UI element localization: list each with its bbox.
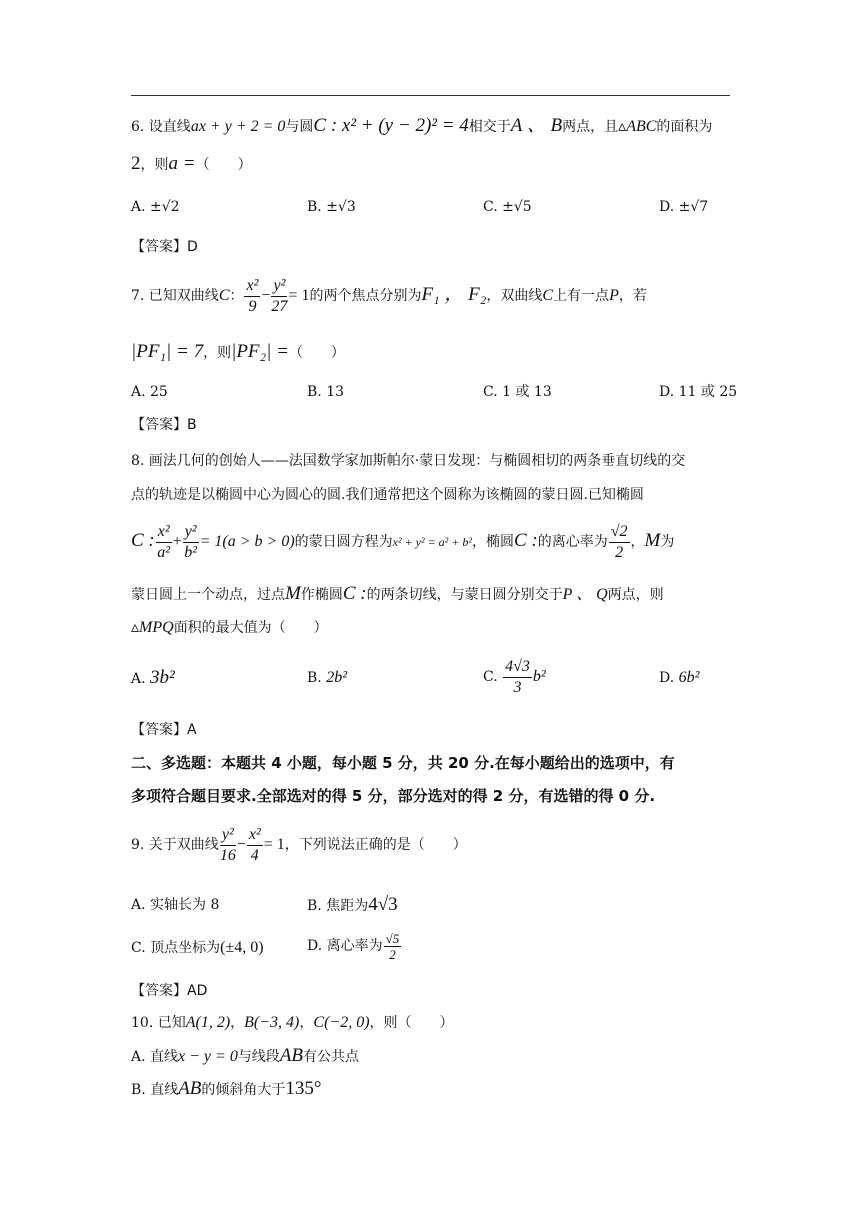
q8-option-b: B. 2b² xyxy=(307,669,347,686)
q8-monge-equation: x² + y² = a² + b² xyxy=(392,535,472,549)
q7-option-d: D. 11 或 25 xyxy=(659,384,738,400)
q8-line-5: ▵MPQ面积的最大值为（ ） xyxy=(131,619,328,636)
q8-line-3: C : $\frac{\text{x²}}{\text{a²}}$ + $\frac{\text{y²}}{\text{b²}}$ = 1(a > b > 0)的蒙日圆方程为x² + y² = a² + b²，椭圆C :的离心率为 $\frac{√2}{2}$ ，M为 xyxy=(131,522,675,561)
q8-line-1: 8. 画法几何的创始人——法国数学家加斯帕尔·蒙日发现：与椭圆相切的两条垂直切线的交 xyxy=(131,453,686,469)
section-2-heading-line-2: 多项符合题目要求.全部选对的得 5 分，部分选对的得 2 分，有选错的得 0 分. xyxy=(131,787,656,805)
q7-option-a: A. 25 xyxy=(131,384,168,400)
q6-answer: 【答案】D xyxy=(131,239,198,255)
q7-answer: 【答案】B xyxy=(131,417,197,433)
q7-option-b: B. 13 xyxy=(307,384,345,400)
q9-option-c: C. 顶点坐标为(±4, 0) xyxy=(131,939,264,956)
q6-option-d: D. ±√7 xyxy=(659,199,709,215)
q6-line-1: 6. 设直线ax + y + 2 = 0与圆C : x² + (y − 2)² = 4相交于A 、 B两点，且▵ABC的面积为 xyxy=(131,115,713,136)
q9-option-a: A. 实轴长为 8 xyxy=(131,897,220,913)
q8-line-2: 点的轨迹是以椭圆中心为圆心的圆.我们通常把这个圆称为该椭圆的蒙日圆.已知椭圆 xyxy=(131,487,644,503)
q6-line-2: 2，则a =（ ） xyxy=(131,153,252,174)
q8-option-a: A. 3b² xyxy=(131,667,175,688)
q7-line-1: 7. 已知双曲线C： $\frac{\text{x²}}{9}$ − $\frac{\text{y²}}{27}$ = 1的两个焦点分别为F₁ ， F₂，双曲线C上有一点P，若 xyxy=(131,276,647,315)
q7-line-2: |PF₁| = 7，则|PF₂| =（ ） xyxy=(131,341,345,362)
q6-option-a: A. ±√2 xyxy=(131,199,180,215)
q8-option-c: C. $\frac{4√3}{3}$ b² xyxy=(483,657,546,696)
q6-circle-equation: C : x² + (y − 2)² = 4 xyxy=(313,115,469,136)
q9-option-b: B. 焦距为4√3 xyxy=(307,894,398,915)
q9-line-1: 9. 关于双曲线 $\frac{\text{y²}}{16}$ − $\frac{\text{x²}}{4}$ = 1，下列说法正确的是（ ） xyxy=(131,825,467,864)
section-2-heading-line-1: 二、多选题：本题共 4 小题，每小题 5 分，共 20 分.在每小题给出的选项中，有 xyxy=(131,754,675,772)
q9-answer: 【答案】AD xyxy=(131,983,208,999)
q9-option-d: D. 离心率为 $\frac{√5}{2}$ xyxy=(307,930,400,962)
q6-option-b: B. ±√3 xyxy=(307,199,356,215)
q8-line-4: 蒙日圆上一个动点，过点M作椭圆C :的两条切线，与蒙日圆分别交于P 、 Q两点，则 xyxy=(131,583,664,604)
q10-option-a: A. 直线x − y = 0与线段AB有公共点 xyxy=(131,1045,360,1066)
q7-option-c: C. 1 或 13 xyxy=(483,384,552,400)
q6-option-c: C. ±√5 xyxy=(483,199,532,215)
q10-option-b: B. 直线AB的倾斜角大于135° xyxy=(131,1078,322,1099)
q8-option-d: D. 6b² xyxy=(659,669,700,686)
q8-answer: 【答案】A xyxy=(131,722,197,738)
q8-eccentricity: $\frac{√2}{2}$ xyxy=(610,522,628,561)
q10-line-1: 10. 已知A(1, 2)，B(−3, 4)，C(−2, 0)，则（ ） xyxy=(131,1014,454,1031)
q7-frac-y: $\frac{\text{y²}}{27}$ xyxy=(271,276,288,315)
q7-frac-x: $\frac{\text{x²}}{9}$ xyxy=(246,276,259,315)
q6-line-equation: ax + y + 2 = 0 xyxy=(190,118,286,135)
header-rule xyxy=(131,95,730,96)
